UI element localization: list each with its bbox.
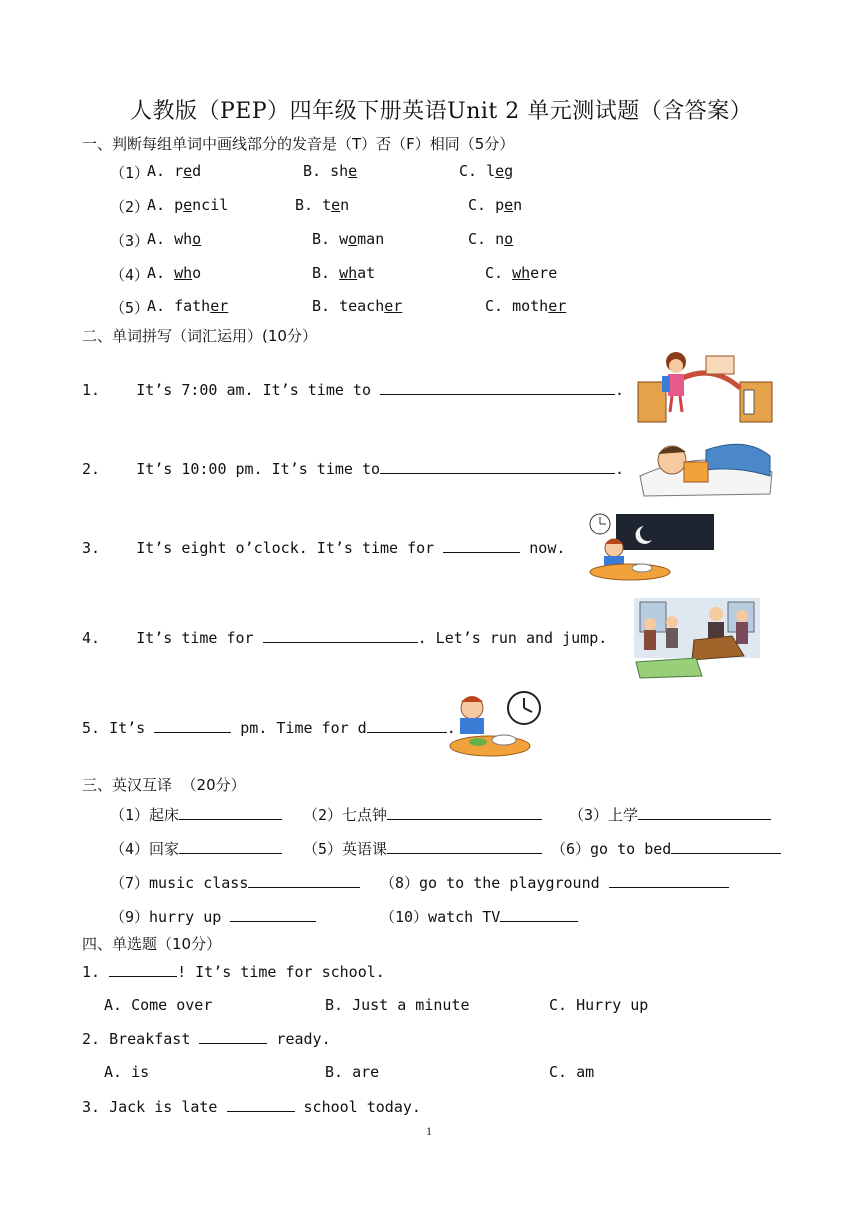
item-label: （1）起床 xyxy=(110,806,180,824)
underlined-letters: e xyxy=(183,196,193,214)
girl-going-to-school-illustration xyxy=(636,348,776,430)
answer-blank[interactable] xyxy=(263,628,418,643)
word-prefix: B. sh xyxy=(303,162,349,180)
question-text-end: ready. xyxy=(267,1030,331,1048)
answer-blank[interactable] xyxy=(609,873,729,888)
word-prefix: B. t xyxy=(295,196,332,214)
word-suffix: n xyxy=(513,196,523,214)
word-option-b xyxy=(312,264,375,282)
word-prefix: A. p xyxy=(147,196,184,214)
boy-eating-breakfast-illustration xyxy=(586,512,716,584)
word-suffix: ncil xyxy=(192,196,229,214)
item-label: （5）英语课 xyxy=(303,840,388,858)
answer-blank[interactable] xyxy=(179,805,282,820)
answer-blank[interactable] xyxy=(500,907,578,922)
word-option-b xyxy=(295,196,349,214)
option-a[interactable]: A. Come over xyxy=(104,996,213,1014)
underlined-letters: e xyxy=(348,162,358,180)
word-prefix: A. r xyxy=(147,162,184,180)
item-label: （10）watch TV xyxy=(380,908,501,926)
word-option-b xyxy=(312,230,384,248)
answer-blank[interactable] xyxy=(380,459,615,474)
underlined-letters: o xyxy=(348,230,358,248)
question-text: 5. It’s xyxy=(82,719,155,737)
answer-blank[interactable] xyxy=(248,873,360,888)
question-2-5 xyxy=(82,718,456,737)
item-label: （2）七点钟 xyxy=(303,806,388,824)
underlined-letters: wh xyxy=(339,264,358,282)
item-label: （9）hurry up xyxy=(110,908,231,926)
underlined-letters: e xyxy=(495,162,505,180)
row-number: （2） xyxy=(110,198,150,216)
question-end: . xyxy=(615,460,625,478)
translate-item-1 xyxy=(110,804,282,825)
item-label: （3）上学 xyxy=(569,806,639,824)
row-number: （1） xyxy=(110,164,150,182)
row-number: （3） xyxy=(110,232,150,250)
word-suffix: n xyxy=(340,196,350,214)
word-prefix: A. wh xyxy=(147,230,193,248)
question-2-2 xyxy=(82,459,624,478)
question-end: . Let’s run and jump. xyxy=(417,629,608,647)
boy-sleeping-illustration xyxy=(636,436,776,498)
section-4-heading: 四、单选题（10分） xyxy=(82,935,222,953)
underlined-letters: e xyxy=(504,196,514,214)
word-suffix: at xyxy=(357,264,376,282)
answer-blank[interactable] xyxy=(387,839,542,854)
section-3-heading: 三、英汉互译 （20分） xyxy=(82,776,246,794)
translate-item-3 xyxy=(569,804,771,825)
underlined-letters: e xyxy=(331,196,341,214)
question-text: 2. Breakfast xyxy=(82,1030,200,1048)
word-prefix: A. xyxy=(147,264,175,282)
question-text-mid: pm. Time for d xyxy=(231,719,367,737)
word-option-c xyxy=(468,196,522,214)
option-b[interactable]: B. Just a minute xyxy=(325,996,470,1014)
word-option-a xyxy=(147,230,201,248)
section-2-heading: 二、单词拼写（词汇运用）(10分） xyxy=(82,327,317,345)
option-a[interactable]: A. is xyxy=(104,1063,150,1081)
word-option-a xyxy=(147,162,201,180)
question-number: 1. xyxy=(82,963,110,981)
item-label: （8）go to the playground xyxy=(380,874,609,892)
translate-item-7 xyxy=(110,872,360,893)
word-prefix: B. xyxy=(312,264,340,282)
option-b[interactable]: B. are xyxy=(325,1063,380,1081)
page-number: 1 xyxy=(426,1124,432,1138)
translate-item-8 xyxy=(380,872,729,893)
item-label: （4）回家 xyxy=(110,840,180,858)
word-option-a xyxy=(147,196,228,214)
answer-blank[interactable] xyxy=(387,805,542,820)
question-text: 3. Jack is late xyxy=(82,1098,227,1116)
row-number: （4） xyxy=(110,266,150,284)
document-title: 人教版（PEP）四年级下册英语Unit 2 单元测试题（含答案） xyxy=(130,99,753,124)
question-end: now. xyxy=(520,539,566,557)
word-option-b xyxy=(303,162,357,180)
word-suffix: ere xyxy=(530,264,558,282)
underlined-letters: er xyxy=(548,297,567,315)
word-prefix: C. p xyxy=(468,196,505,214)
word-suffix: o xyxy=(192,264,202,282)
word-prefix: B. w xyxy=(312,230,349,248)
translate-item-6 xyxy=(551,838,781,859)
word-prefix: B. teach xyxy=(312,297,385,315)
translate-item-9 xyxy=(110,906,316,927)
word-prefix: C. n xyxy=(468,230,505,248)
word-prefix: C. xyxy=(485,264,513,282)
question-text: It’s time for xyxy=(136,629,263,647)
word-prefix: C. l xyxy=(459,162,496,180)
word-suffix: man xyxy=(357,230,385,248)
choice-question-3 xyxy=(82,1097,421,1116)
word-prefix: A. fath xyxy=(147,297,211,315)
question-number: 2. xyxy=(82,460,101,478)
choice-question-1 xyxy=(82,962,385,981)
underlined-letters: o xyxy=(192,230,202,248)
option-c[interactable]: C. Hurry up xyxy=(549,996,649,1014)
item-label: （6）go to bed xyxy=(551,840,672,858)
question-text-end: school today. xyxy=(294,1098,421,1116)
answer-blank[interactable] xyxy=(380,380,615,395)
word-option-a xyxy=(147,264,201,282)
question-text: It’s 10:00 pm. It’s time to xyxy=(136,460,381,478)
word-prefix: C. moth xyxy=(485,297,549,315)
choice-question-2 xyxy=(82,1029,331,1048)
answer-blank[interactable] xyxy=(199,1029,267,1044)
word-suffix: g xyxy=(504,162,514,180)
translate-item-10 xyxy=(380,906,578,927)
row-number: （5） xyxy=(110,299,150,317)
question-2-1 xyxy=(82,380,624,399)
underlined-letters: er xyxy=(210,297,229,315)
answer-blank[interactable] xyxy=(109,962,177,977)
answer-blank[interactable] xyxy=(638,805,771,820)
boy-eating-dinner-illustration xyxy=(446,690,546,760)
pe-class-illustration xyxy=(632,596,762,680)
item-label: （7）music class xyxy=(110,874,249,892)
word-option-c xyxy=(468,230,513,248)
word-option-c xyxy=(485,297,566,315)
underlined-letters: e xyxy=(183,162,193,180)
answer-blank[interactable] xyxy=(227,1097,295,1112)
answer-blank[interactable] xyxy=(179,839,282,854)
question-2-4 xyxy=(82,628,607,647)
question-number: 1. xyxy=(82,381,101,399)
word-option-c xyxy=(485,264,557,282)
word-option-c xyxy=(459,162,513,180)
translate-item-4 xyxy=(110,838,282,859)
section-1-heading: 一、判断每组单词中画线部分的发音是（T）否（F）相同（5分） xyxy=(82,135,515,153)
answer-blank[interactable] xyxy=(671,839,781,854)
question-end: . xyxy=(446,719,456,737)
word-option-a xyxy=(147,297,228,315)
underlined-letters: wh xyxy=(512,264,531,282)
word-suffix: d xyxy=(192,162,202,180)
underlined-letters: er xyxy=(384,297,403,315)
word-option-b xyxy=(312,297,402,315)
answer-blank[interactable] xyxy=(367,718,447,733)
question-text: It’s 7:00 am. It’s time to xyxy=(136,381,381,399)
answer-blank[interactable] xyxy=(154,718,231,733)
translate-item-5 xyxy=(303,838,542,859)
option-c[interactable]: C. am xyxy=(549,1063,595,1081)
question-2-3 xyxy=(82,538,565,557)
question-text: ! It’s time for school. xyxy=(177,963,385,981)
underlined-letters: o xyxy=(504,230,514,248)
question-number: 4. xyxy=(82,629,101,647)
underlined-letters: wh xyxy=(174,264,193,282)
answer-blank[interactable] xyxy=(443,538,520,553)
answer-blank[interactable] xyxy=(230,907,316,922)
question-end: . xyxy=(615,381,625,399)
translate-item-2 xyxy=(303,804,542,825)
question-text: It’s eight o’clock. It’s time for xyxy=(136,539,444,557)
question-number: 3. xyxy=(82,539,101,557)
